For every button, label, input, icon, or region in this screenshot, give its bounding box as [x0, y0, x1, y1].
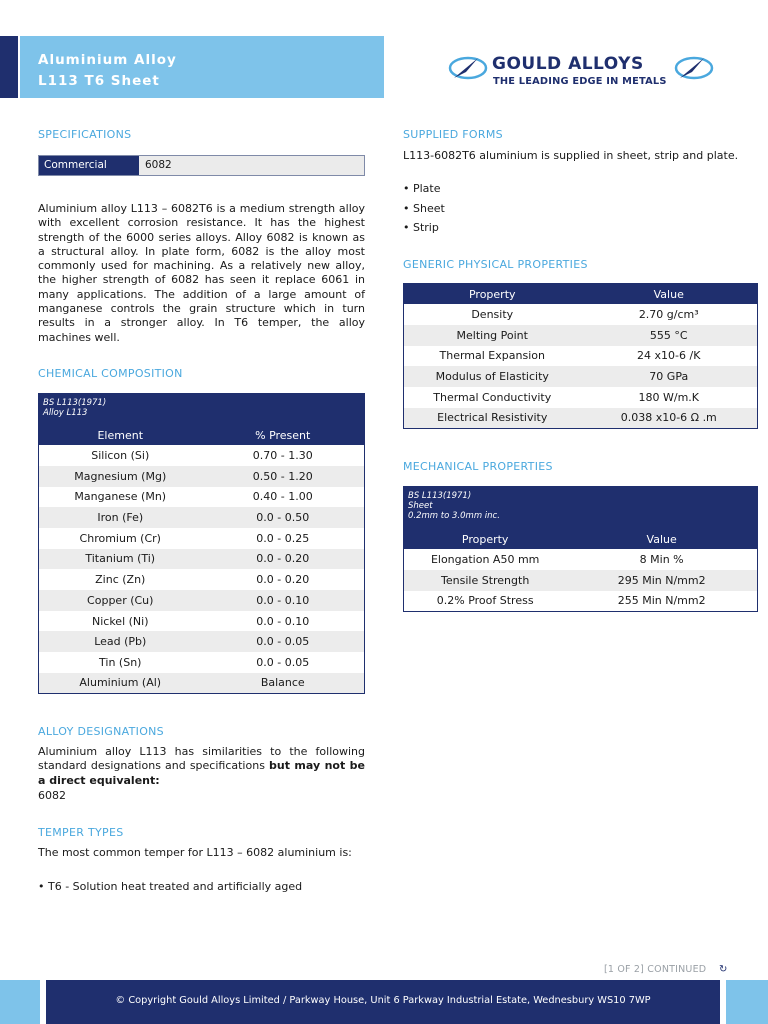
value-cell: 555 °C: [581, 325, 758, 346]
mechanical-caption-line2: Sheet: [408, 501, 433, 511]
value-cell: 70 GPa: [581, 366, 758, 387]
chemical-caption-line1: BS L113(1971): [43, 398, 107, 408]
designations-value: 6082: [38, 789, 66, 802]
percent-cell: Balance: [202, 673, 365, 694]
copyright-text: © Copyright Gould Alloys Limited / Parkway House, Unit 6 Parkway Industrial Estate, Wednesbury WS10 7WP: [115, 995, 651, 1006]
value-cell: 8 Min %: [566, 549, 757, 570]
table-header-row: [404, 529, 758, 550]
percent-cell: 0.0 - 0.20: [202, 549, 365, 570]
property-cell: Modulus of Elasticity: [404, 366, 581, 387]
table-row: [39, 569, 365, 590]
table-row: [39, 528, 365, 549]
column-header-value: Value: [581, 284, 758, 305]
value-cell: 180 W/m.K: [581, 387, 758, 408]
column-header-present: % Present: [202, 425, 365, 446]
percent-cell: 0.0 - 0.10: [202, 611, 365, 632]
property-cell: Thermal Conductivity: [404, 387, 581, 408]
element-cell: Aluminium (Al): [39, 673, 202, 694]
table-row: [404, 325, 758, 346]
designations-bold-text: but may not be a direct equivalent:: [38, 759, 365, 787]
logo-name: GOULD ALLOYS: [492, 54, 644, 74]
value-cell: 295 Min N/mm2: [566, 570, 757, 591]
property-cell: Tensile Strength: [404, 570, 567, 591]
table-header-row: [39, 425, 365, 446]
table-row: [404, 570, 758, 591]
column-header-property: Property: [404, 284, 581, 305]
percent-cell: 0.0 - 0.05: [202, 652, 365, 673]
property-cell: Elongation A50 mm: [404, 549, 567, 570]
table-row: [404, 549, 758, 570]
physical-properties-table: [403, 283, 758, 429]
table-row: [39, 590, 365, 611]
supplied-heading: SUPPLIED FORMS: [403, 128, 503, 141]
page-title-line1: Aluminium Alloy: [38, 52, 177, 68]
designations-heading: ALLOY DESIGNATIONS: [38, 725, 164, 738]
chemical-composition-table: [38, 424, 365, 694]
table-row: [404, 346, 758, 367]
property-cell: Density: [404, 304, 581, 325]
chemical-caption-line2: Alloy L113: [43, 408, 88, 418]
value-cell: 24 x10-6 /K: [581, 346, 758, 367]
mechanical-caption-line3: 0.2mm to 3.0mm inc.: [408, 511, 500, 521]
logo-tagline: THE LEADING EDGE IN METALS: [493, 76, 667, 87]
element-cell: Iron (Fe): [39, 507, 202, 528]
table-row: [39, 487, 365, 508]
percent-cell: 0.0 - 0.25: [202, 528, 365, 549]
property-cell: Electrical Resistivity: [404, 408, 581, 429]
supplied-item: • Strip: [403, 221, 439, 234]
percent-cell: 0.0 - 0.20: [202, 569, 365, 590]
value-cell: 0.038 x10-6 Ω .m: [581, 408, 758, 429]
chemical-heading: CHEMICAL COMPOSITION: [38, 367, 183, 380]
logo-swoosh-left-icon: [448, 50, 488, 86]
value-cell: 255 Min N/mm2: [566, 591, 757, 612]
temper-heading: TEMPER TYPES: [38, 826, 124, 839]
logo-swoosh-right-icon: [674, 50, 714, 86]
continue-arrow-icon: ↻: [719, 964, 728, 975]
element-cell: Silicon (Si): [39, 445, 202, 466]
table-row: [39, 445, 365, 466]
mechanical-heading: MECHANICAL PROPERTIES: [403, 460, 553, 473]
value-cell: 2.70 g/cm³: [581, 304, 758, 325]
supplied-item: • Plate: [403, 182, 441, 195]
table-row: [39, 652, 365, 673]
footer-bar: [46, 980, 720, 1024]
element-cell: Titanium (Ti): [39, 549, 202, 570]
table-row: [404, 591, 758, 612]
specifications-heading: SPECIFICATIONS: [38, 128, 132, 141]
supplied-item: • Sheet: [403, 202, 445, 215]
column-header-property: Property: [404, 529, 567, 550]
physical-heading: GENERIC PHYSICAL PROPERTIES: [403, 258, 588, 271]
spec-label: Commercial: [39, 156, 139, 175]
description-paragraph: Aluminium alloy L113 – 6082T6 is a medium strength alloy with excellent corrosion resistance. It has the highest strength of the 6000 series alloys. Alloy 6082 is known as a structural alloy. In plate form, 6082 is the alloy most commonly used for machining. As a relatively new alloy, the higher strength of 6082 has seen it replace 6061 in many applications. The addition of a large amount of manganese controls the grain structure which in turn results in a stronger alloy. In T6 temper, the alloy machines well.: [38, 202, 365, 344]
supplied-paragraph: L113-6082T6 aluminium is supplied in sheet, strip and plate.: [403, 149, 739, 162]
element-cell: Lead (Pb): [39, 631, 202, 652]
table-row: [39, 673, 365, 694]
designations-paragraph: [38, 745, 365, 788]
table-row: [39, 466, 365, 487]
table-row: [39, 631, 365, 652]
column-header-element: Element: [39, 425, 202, 446]
page-title-line2: L113 T6 Sheet: [38, 73, 160, 89]
percent-cell: 0.0 - 0.05: [202, 631, 365, 652]
percent-cell: 0.70 - 1.30: [202, 445, 365, 466]
table-row: [39, 549, 365, 570]
table-row: [404, 408, 758, 429]
title-banner: [20, 36, 384, 98]
table-row: [404, 304, 758, 325]
continued-label: [1 OF 2] CONTINUED: [604, 964, 707, 975]
table-row: [404, 366, 758, 387]
temper-bullet: • T6 - Solution heat treated and artificially aged: [38, 880, 303, 893]
footer-accent-right: [726, 980, 768, 1024]
chemical-table-caption: [38, 393, 365, 424]
table-row: [404, 387, 758, 408]
percent-cell: 0.0 - 0.10: [202, 590, 365, 611]
element-cell: Nickel (Ni): [39, 611, 202, 632]
column-header-value: Value: [566, 529, 757, 550]
table-header-row: [404, 284, 758, 305]
temper-paragraph: The most common temper for L113 – 6082 aluminium is:: [38, 846, 352, 859]
table-row: [39, 507, 365, 528]
header-accent-bar: [0, 36, 18, 98]
table-row: [39, 611, 365, 632]
element-cell: Tin (Sn): [39, 652, 202, 673]
specification-row: [38, 155, 365, 176]
element-cell: Copper (Cu): [39, 590, 202, 611]
mechanical-properties-table: [403, 528, 758, 612]
spec-value: 6082: [139, 156, 364, 175]
mechanical-table-caption: [403, 486, 758, 528]
property-cell: Melting Point: [404, 325, 581, 346]
element-cell: Magnesium (Mg): [39, 466, 202, 487]
footer-accent-left: [0, 980, 40, 1024]
mechanical-caption-line1: BS L113(1971): [408, 491, 472, 501]
company-logo: [448, 50, 714, 90]
property-cell: 0.2% Proof Stress: [404, 591, 567, 612]
percent-cell: 0.50 - 1.20: [202, 466, 365, 487]
element-cell: Chromium (Cr): [39, 528, 202, 549]
percent-cell: 0.0 - 0.50: [202, 507, 365, 528]
element-cell: Manganese (Mn): [39, 487, 202, 508]
element-cell: Zinc (Zn): [39, 569, 202, 590]
designations-text: Aluminium alloy L113 has similarities to the following standard designations and specifications: [38, 745, 365, 773]
percent-cell: 0.40 - 1.00: [202, 487, 365, 508]
property-cell: Thermal Expansion: [404, 346, 581, 367]
